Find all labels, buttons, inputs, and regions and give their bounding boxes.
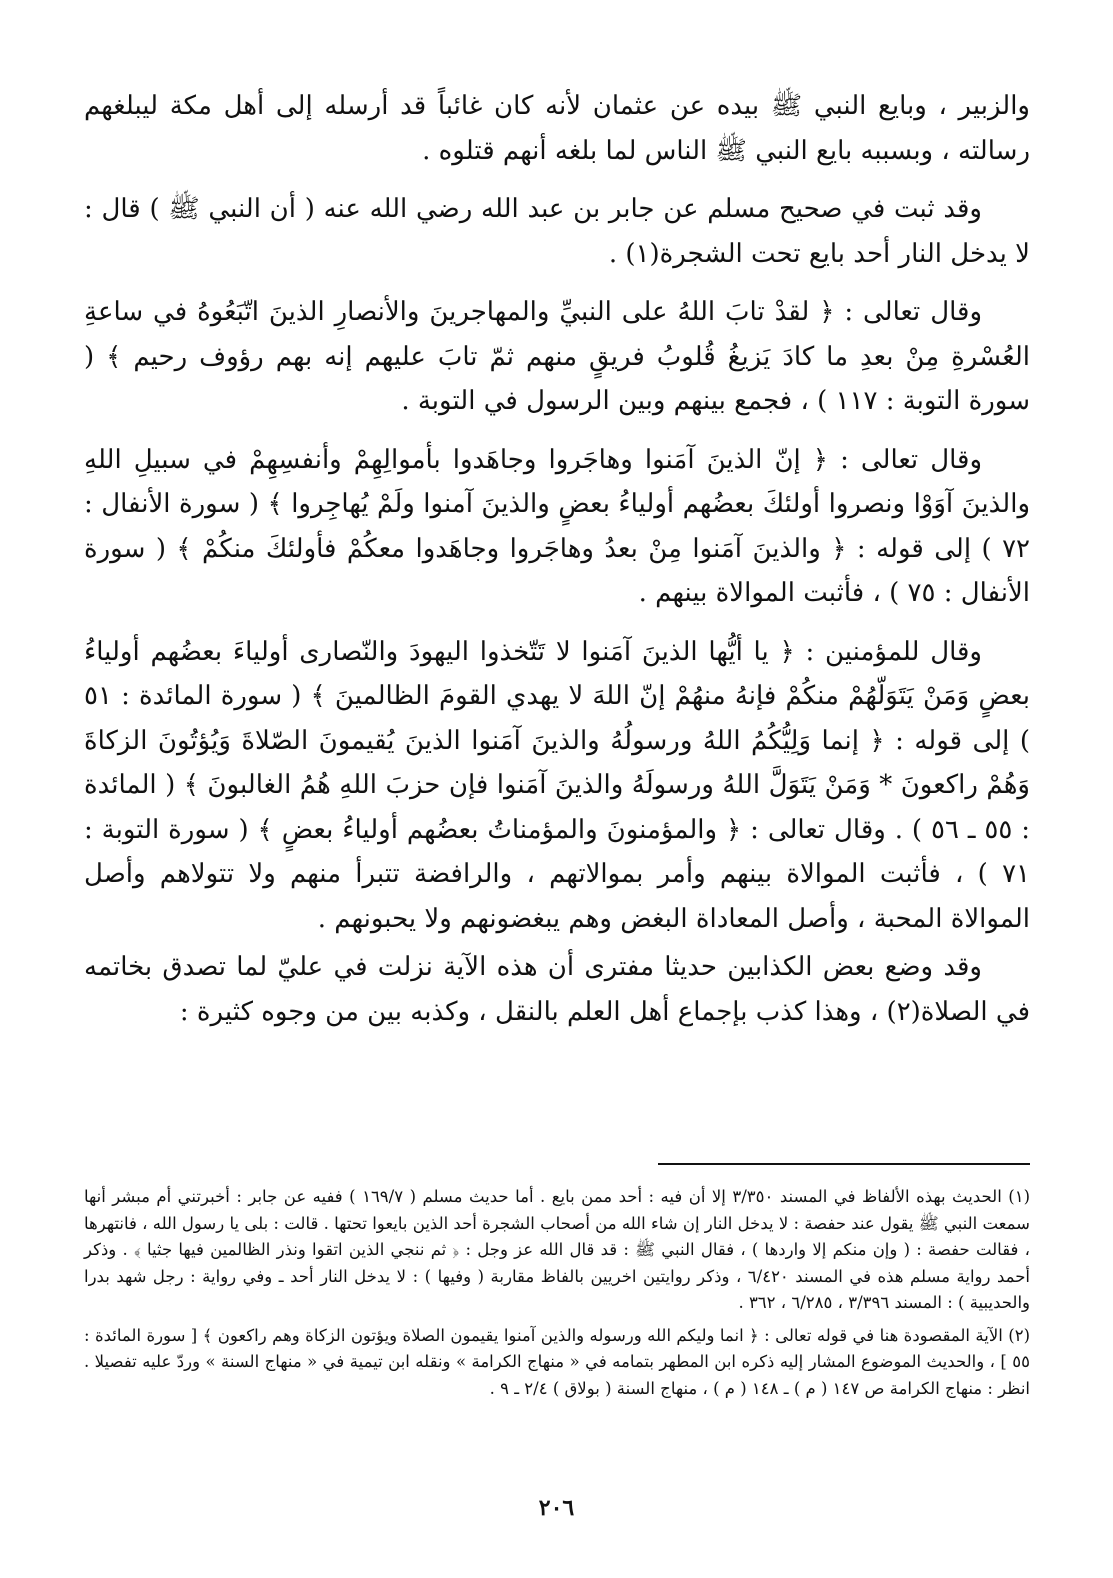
footnote-1: (١) الحديث بهذه الألفاظ في المسند ٣/٣٥٠ إلا أن فيه : أحد ممن بايع . أما حديث مسلم ( ١٦٩/٧ ) ففيه عن جابر : أخبرتني أم مبشر أنها سمعت النبي ﷺ يقول عند حفصة : لا يدخل النار إن شاء الله من أصحاب الشجرة أحد الذين بايعوا تحتها . قالت : بلى يا رسول الله ، فانتهرها ، فقالت حفصة : ( وإن منكم إلا واردها ) ، فقال النبي ﷺ : قد قال الله عز وجل : ﴿ ثم ننجي الذين اتقوا ونذر الظالمين فيها جثيا ﴾ . وذكر أحمد رواية مسلم هذه في المسند ٦/٤٢٠ ، وذكر روايتين اخريين بالفاظ مقاربة ( وفيها ) : لا يدخل النار أحد ـ وفي رواية : رجل شهد بدرا والحديبية ) : المسند ٣/٣٩٦ ، ٦/٢٨٥ ، ٣٦٢ . [84,1187,1030,1312]
footnote-2: (٢) الآية المقصودة هنا في قوله تعالى : ﴿ انما وليكم الله ورسوله والذين آمنوا يقيمون الصلاة ويؤتون الزكاة وهم راكعون ﴾ [ سورة المائدة : ٥٥ ] ، والحديث الموضوع المشار إليه ذكره ابن المطهر بتمامه في « منهاج الكرامة » ونقله ابن تيمية في « منهاج السنة » وردّ عليه تفصيلا . انظر : منهاج الكرامة ص ١٤٧ ( م ) ـ ١٤٨ ( م ) ، منهاج السنة ( بولاق ) ٢/٤ ـ ٩ . [84,1325,1030,1398]
paragraph-4: وقال تعالى : ﴿ إنّ الذينَ آمَنوا وهاجَروا وجاهَدوا بأموالِهِمْ وأنفسِهِمْ في سبيلِ اللهِ والذينَ آوَوْا ونصروا أولئكَ بعضُهم أولياءُ بعضٍ والذينَ آمنوا ولَمْ يُهاجِروا ﴾ ( سورة الأنفال : ٧٢ ) إلى قوله : ﴿ والذينَ آمَنوا مِنْ بعدُ وهاجَروا وجاهَدوا معكُمْ فأولئكَ منكُمْ ﴾ ( سورة الأنفال : ٧٥ ) ، فأثبت الموالاة بينهم . [84,444,1030,608]
paragraph-1: والزبير ، وبايع النبي ﷺ بيده عن عثمان لأنه كان غائباً قد أرسله إلى أهل مكة ليبلغهم رسالته ، وبسببه بايع النبي ﷺ الناس لما بلغه أنهم قتلوه . [84,91,1030,166]
paragraph-3: وقال تعالى : ﴿ لقدْ تابَ اللهُ على النبيِّ والمهاجرينَ والأنصارِ الذينَ اتّبَعُوهُ في ساعةِ العُسْرةِ مِنْ بعدِ ما كادَ يَزيغُ قُلوبُ فريقٍ منهم ثمّ تابَ عليهم إنه بهم رؤوف رحيم ﴾ ( سورة التوبة : ١١٧ ) ، فجمع بينهم وبين الرسول في التوبة . [84,297,1030,416]
paragraph-5: وقال للمؤمنين : ﴿ يا أيُّها الذينَ آمَنوا لا تَتّخذوا اليهودَ والنّصارى أولياءَ بعضُهم أولياءُ بعضٍ وَمَنْ يَتَوَلّهُمْ منكُمْ فإنهُ منهُمْ إنّ اللهَ لا يهدي القومَ الظالمينَ ﴾ ( سورة المائدة : ٥١ ) إلى قوله : ﴿ إنما وَلِيُّكُمُ اللهُ ورسولُهُ والذينَ آمَنوا الذينَ يُقيمونَ الصّلاةَ وَيُؤتُونَ الزكاةَ وَهُمْ راكعونَ * وَمَنْ يَتَوَلَّ اللهُ ورسولَهُ والذينَ آمَنوا فإن حزبَ اللهِ هُمُ الغالبونَ ﴾ ( المائدة : ٥٥ ـ ٥٦ ) . وقال تعالى : ﴿ والمؤمنونَ والمؤمناتُ بعضُهم أولياءُ بعضٍ ﴾ ( سورة التوبة : ٧١ ) ، فأثبت الموالاة بينهم وأمر بموالاتهم ، والرافضة تتبرأ منهم ولا تتولاهم وأصل الموالاة المحبة ، وأصل المعاداة البغض وهم يبغضونهم ولا يحبونهم . [84,636,1030,934]
footnote-divider [658,1163,1030,1165]
paragraph-2: وقد ثبت في صحيح مسلم عن جابر بن عبد الله رضي الله عنه ( أن النبي ﷺ ) قال : لا يدخل النار أحد بايع تحت الشجرة(١) . [84,194,1030,269]
main-text [84,84,1030,1048]
footnotes [84,1184,1030,1408]
paragraph-6: وقد وضع بعض الكذابين حديثا مفترى أن هذه الآية نزلت في عليّ لما تصدق بخاتمه في الصلاة(٢) ، وهذا كذب بإجماع أهل العلم بالنقل ، وكذبه بين من وجوه كثيرة : [84,952,1030,1027]
page-number: ٢٠٦ [538,1495,575,1521]
